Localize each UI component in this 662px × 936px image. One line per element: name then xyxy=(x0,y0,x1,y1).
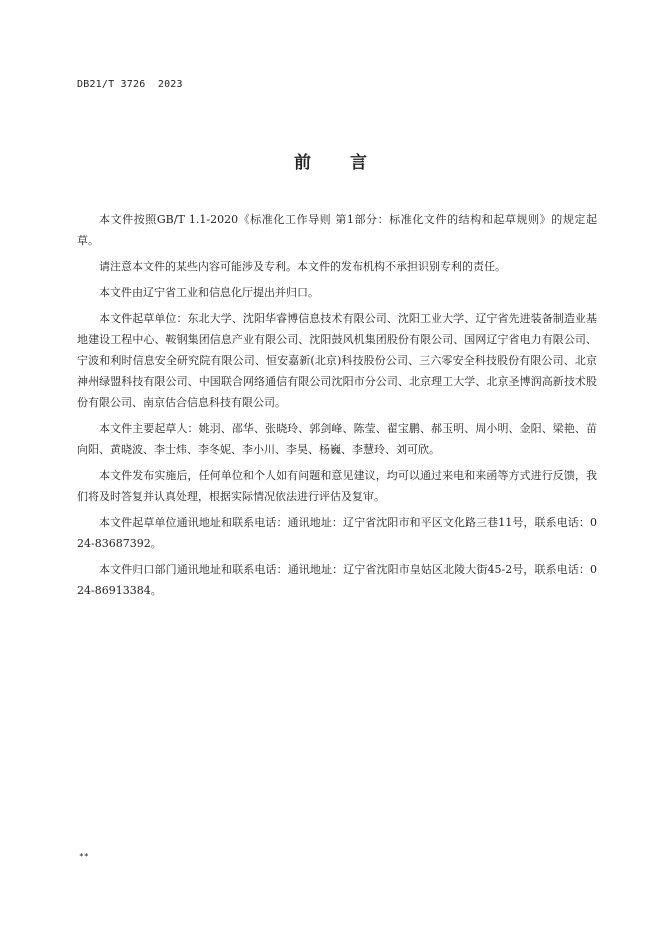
paragraph-authority-contact: 本文件归口部门通讯地址和联系电话：通讯地址：辽宁省沈阳市皇姑区北陵大街45-2号，联系电话：024-86913384。 xyxy=(77,563,597,597)
paragraph-standard-basis: 本文件按照GB/T 1.1-2020《标准化工作导则 第1部分：标准化文件的结构和起草规则》的规定起草。 xyxy=(77,213,597,247)
page-title xyxy=(0,148,662,173)
paragraph-patent-notice: 请注意本文件的某些内容可能涉及专利。本文件的发布机构不承担识别专利的责任。 xyxy=(99,260,506,273)
footer-mark: ** xyxy=(79,852,89,861)
title-char-2: 言 xyxy=(350,153,368,173)
title-char-1: 前 xyxy=(294,153,312,173)
foreword-body xyxy=(77,209,597,606)
paragraph-drafting-units: 本文件起草单位：东北大学、沈阳华睿博信息技术有限公司、沈阳工业大学、辽宁省先进装备制造业基地建设工程中心、鞍钢集团信息产业有限公司、沈阳鼓风机集团股份有限公司、国网辽宁省电力有限公司、宁波和利时信息安全研究院有限公司、恒安嘉新(北京)科技股份公司、三六零安全科技股份有限公司、北京神州绿盟科技有限公司、中国联合网络通信有限公司沈阳市分公司、北京理工大学、北京圣博润高新技术股份有限公司、南京估合信息科技有限公司。 xyxy=(77,312,597,409)
paragraph-drafters: 本文件主要起草人：姚羽、邵华、张晓玲、郭剑峰、陈莹、翟宝鹏、郝玉明、周小明、金阳、梁艳、苗向阳、黄晓波、李士炜、李冬妮、李小川、李昊、杨巍、李慧玲、刘可欣。 xyxy=(77,422,597,456)
paragraph-drafting-contact: 本文件起草单位通讯地址和联系电话：通讯地址：辽宁省沈阳市和平区文化路三巷11号，联系电话：024-83687392。 xyxy=(77,516,597,550)
paragraph-feedback: 本文件发布实施后，任何单位和个人如有问题和意见建议，均可以通过来电和来函等方式进行反馈，我们将及时答复并认真处理，根据实际情况依法进行评估及复审。 xyxy=(77,469,597,503)
paragraph-proposer: 本文件由辽宁省工业和信息化厅提出并归口。 xyxy=(99,286,319,299)
document-code: DB21/T 3726 2023 xyxy=(77,79,183,90)
